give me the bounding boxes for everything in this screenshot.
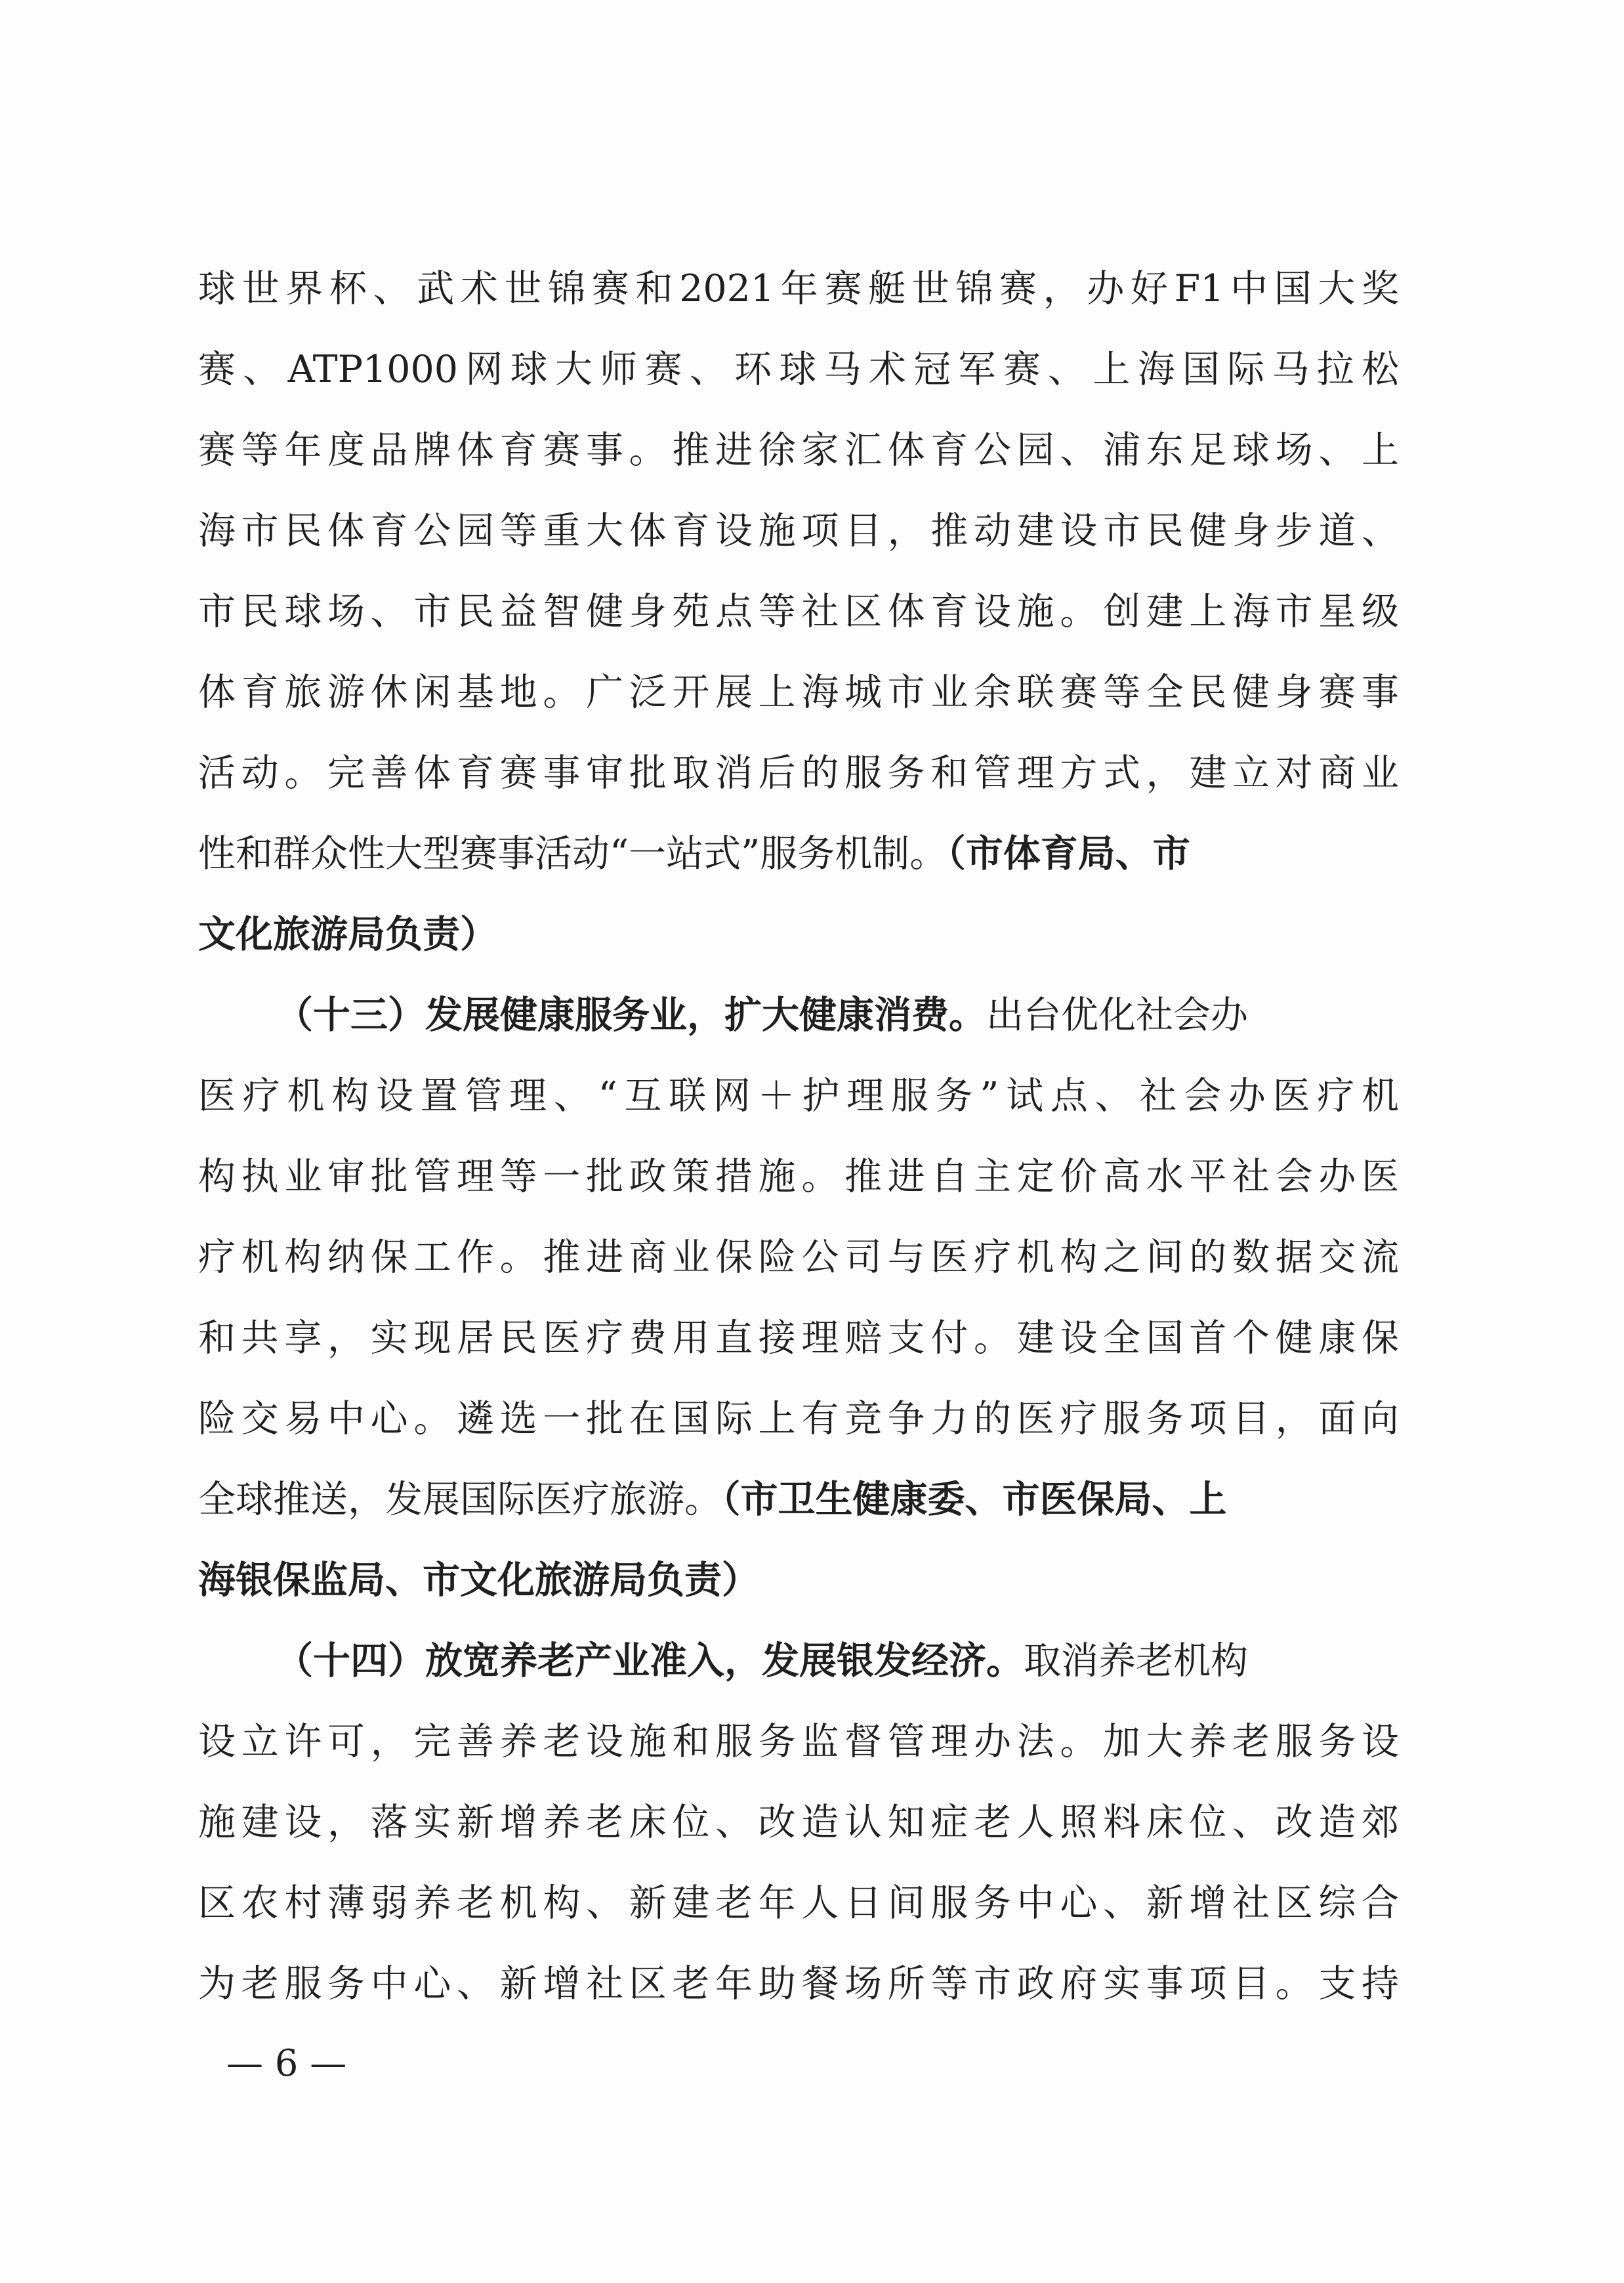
text-line: 医疗机构设置管理、“互联网＋护理服务”试点、社会办医疗机 (198, 1074, 1399, 1118)
text-line-mixed (198, 821, 1399, 887)
text-run: 性和群众性大型赛事活动“一站式”服务机制。 (198, 832, 947, 875)
section-heading-line (276, 982, 1399, 1048)
text-run: 取消养老机构 (1024, 1639, 1248, 1683)
text-line: 构执业审批管理等一批政策措施。推进自主定价高水平社会办医 (198, 1155, 1399, 1198)
text-line: 市民球场、市民益智健身苑点等社区体育设施。创建上海市星级 (198, 590, 1399, 633)
text-line: 体育旅游休闲基地。广泛开展上海城市业余联赛等全民健身赛事 (198, 671, 1399, 714)
text-run: 出台优化社会办 (986, 994, 1248, 1037)
text-run: 全球推送，发展国际医疗旅游。 (198, 1478, 722, 1521)
text-line: 和共享，实现居民医疗费用直接理赔支付。建设全国首个健康保 (198, 1316, 1399, 1360)
text-line: 为老服务中心、新增社区老年助餐场所等市政府实事项目。支持 (198, 1962, 1399, 2005)
section-heading: （十四）放宽养老产业准入，发展银发经济。 (276, 1639, 1024, 1683)
text-line: 施建设，落实新增养老床位、改造认知症老人照料床位、改造郊 (198, 1801, 1399, 1844)
text-line: 区农村薄弱养老机构、新建老年人日间服务中心、新增社区综合 (198, 1881, 1399, 1925)
responsible-agencies: 海银保监局、市文化旅游局负责） (198, 1558, 759, 1602)
text-line: 活动。完善体育赛事审批取消后的服务和管理方式，建立对商业 (198, 751, 1399, 795)
text-line: 赛、ATP1000网球大师赛、环球马术冠军赛、上海国际马拉松 (198, 348, 1399, 391)
section-heading-line (276, 1628, 1399, 1694)
text-line: 险交易中心。遴选一批在国际上有竞争力的医疗服务项目，面向 (198, 1397, 1399, 1440)
section-heading: （十三）发展健康服务业，扩大健康消费。 (276, 993, 986, 1037)
text-line: 球世界杯、武术世锦赛和2021年赛艇世锦赛，办好F1中国大奖 (198, 267, 1399, 310)
text-line: 疗机构纳保工作。推进商业保险公司与医疗机构之间的数据交流 (198, 1236, 1399, 1279)
text-line: 设立许可，完善养老设施和服务监督管理办法。加大养老服务设 (198, 1720, 1399, 1763)
text-line-mixed (198, 1467, 1399, 1532)
text-line: 赛等年度品牌体育赛事。推进徐家汇体育公园、浦东足球场、上 (198, 429, 1399, 472)
responsible-agencies: 文化旅游局负责） (198, 912, 497, 956)
page-number: — 6 — (226, 2042, 347, 2085)
responsible-agencies: （市卫生健康委、市医保局、上 (722, 1477, 1227, 1521)
responsible-agencies: （市体育局、市 (947, 831, 1190, 875)
text-line: 海市民体育公园等重大体育设施项目，推动建设市民健身步道、 (198, 509, 1399, 553)
